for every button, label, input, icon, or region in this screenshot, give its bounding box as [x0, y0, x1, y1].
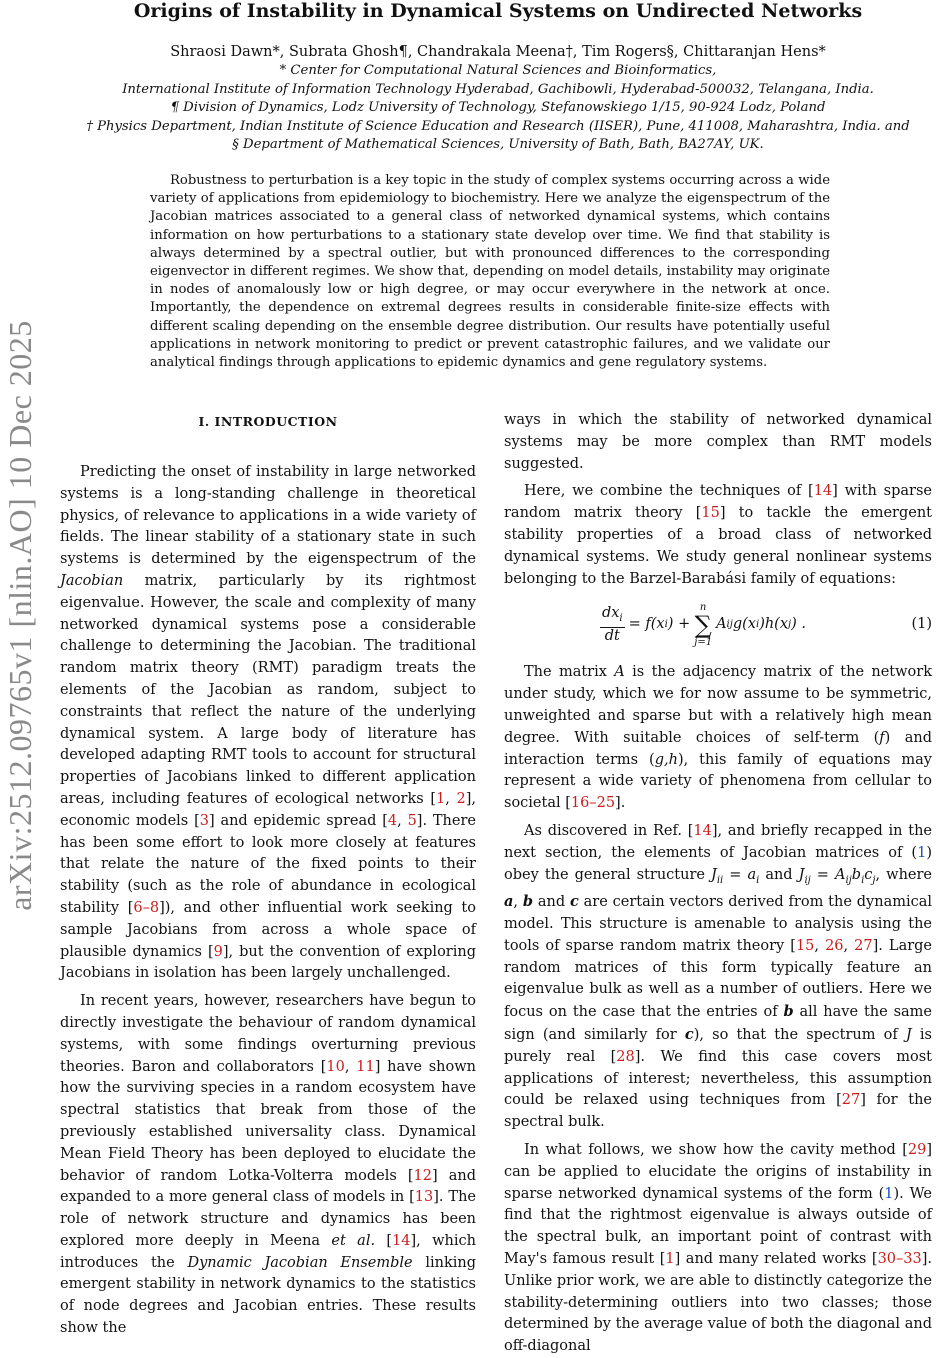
affiliation-line: § Department of Mathematical Sciences, University of Bath, Bath, BA27AY, UK.: [232, 137, 764, 152]
author-list: Shraosi Dawn*, Subrata Ghosh¶, Chandrakala Meena†, Tim Rogers§, Chittaranjan Hens*: [170, 44, 826, 60]
body-paragraph: Predicting the onset of instability in large networked systems is a long-standing challenge in theoretical physics, of relevance to applications in a wide variety of fields. The linear stability of a stationary state in such systems is determined by the eigenspectrum of the Jacobian matrix, particularly by its rightmost eigenvalue. However, the scale and complexity of many networked dynamical systems pose a considerable challenge to determining the Jacobian. The traditional random matrix theory (RMT) paradigm treats the elements of the Jacobian as random, subject to constraints that reflect the nature of the underlying dynamical system. A large body of literature has developed adapting RMT tools to account for structural properties of Jacobians linked to different application areas, including features of ecological networks [1, 2], economic models [3] and epidemic spread [4, 5]. There has been some effort to look more closely at features that relate the nature of the fixed points to their stability (such as the role of abundance in ecological stability [6–8]), and other influential work seeking to sample Jacobians from across a whole space of plausible dynamics [9], but the convention of exploring Jacobians in isolation has been largely unchallenged.: [60, 464, 476, 982]
left-column: [60, 412, 476, 1340]
body-paragraph: ways in which the stability of networked dynamical systems may be more complex than RMT models suggested.: [504, 412, 932, 472]
citation-link[interactable]: 14: [813, 483, 833, 500]
affiliation-line: ¶ Division of Dynamics, Lodz University of Technology, Stefanowskiego 1/15, 90-924 Lodz, Poland: [170, 100, 826, 115]
citation-link[interactable]: 10: [326, 1058, 345, 1075]
citation-link[interactable]: 27: [854, 937, 873, 954]
citation-link[interactable]: 16–25: [570, 795, 616, 812]
citation-link[interactable]: 6–8: [133, 899, 160, 916]
affiliation-line: International Institute of Information Technology Hyderabad, Gachibowli, Hyderabad-500032, Telangana, India.: [122, 81, 874, 97]
citation-link[interactable]: 11: [356, 1058, 375, 1075]
right-column: [504, 410, 932, 1358]
summation-symbol: n ∑ j=1: [694, 602, 713, 649]
body-paragraph: In recent years, however, researchers have begun to directly investigate the behaviour of random dynamical systems, with some findings overturning previous theories. Baron and collaborators [10, 11] have shown how the surviving species in a random ecosystem have spectral statistics that break from those of the previously established universality class. Dynamical Mean Field Theory has been deployed to elucidate the behavior of random Lotka-Volterra models [12] and expanded to a more general class of models in [13]. The role of network structure and dynamics has been explored more deeply in Meena et al. [14], which introduces the Dynamic Jacobian Ensemble linking emergent stability in network dynamics to the statistics of node degrees and Jacobian entries. These results show the: [60, 993, 476, 1337]
equation-ref-link[interactable]: 1: [884, 1185, 894, 1202]
affiliation-line: † Physics Department, Indian Institute of Science Education and Research (IISER), Pune, 411008, Maharashtra, India. and: [86, 118, 910, 134]
citation-link[interactable]: 15: [701, 505, 720, 522]
body-paragraph: As discovered in Ref. [14], and briefly recapped in the next section, the elements of Jacobian matrices of (1) obey the general structure $J_{ii} = a_i$ and $J_{ij} = A_{ij}b_ic_j$, where a, b and c are certain vectors derived from the dynamical model. This structure is amenable to analysis using the tools of sparse random matrix theory [15, 26, 27]. Large random matrices of this form typically feature an eigenvalue bulk as well as a number of outliers. Here we focus on the case that the entries of b all have the same sign (and similarly for c), so that the spectrum of J is purely real [28]. We find this case covers most applications of interest; nevertheless, this assumption could be relaxed using techniques from [27] for the spectral bulk.: [504, 822, 933, 1131]
affiliations: [60, 62, 936, 155]
arxiv-identifier-stamp: [0, 285, 40, 945]
citation-link[interactable]: 5: [407, 812, 417, 829]
citation-link[interactable]: 26: [825, 937, 844, 954]
citation-link[interactable]: 14: [392, 1232, 411, 1249]
citation-link[interactable]: 9: [213, 943, 223, 960]
body-paragraph: In what follows, we show how the cavity method [29] can be applied to elucidate the origins of instability in sparse networked dynamical systems of the form (1). We find that the rightmost eigenvalue is always outside of the spectral bulk, an important point of contrast with May's famous result [1] and many related works [30–33]. Unlike prior work, we are able to distinctly categorize the stability-determining outliers into two classes; those determined by the average value of both the diagonal and off-diagonal: [504, 1142, 932, 1355]
citation-link[interactable]: 1: [435, 790, 446, 807]
derivative-fraction: $\frac{dx_i}{dt}$: [601, 605, 623, 645]
equation-ref-link[interactable]: 1: [917, 844, 927, 861]
citation-link[interactable]: 28: [616, 1048, 635, 1065]
citation-link[interactable]: 3: [199, 812, 209, 829]
affiliation-line: * Center for Computational Natural Sciences and Bioinformatics,: [279, 63, 717, 78]
body-paragraph: The matrix A is the adjacency matrix of the network under study, which we for now assume to be symmetric, unweighted and sparse but with a relatively high mean degree. With suitable choices of self-term (f) and interaction terms (g,h), this family of equations may represent a wide variety of phenomena from cellular to societal [16–25].: [504, 664, 932, 812]
citation-link[interactable]: 29: [907, 1142, 927, 1158]
citation-link[interactable]: 12: [413, 1167, 432, 1184]
citation-link[interactable]: 30–33: [877, 1250, 922, 1267]
citation-link[interactable]: 1: [665, 1250, 675, 1267]
arxiv-id-text: arXiv:2512.09765v1 [nlin.AO] 10 Dec 2025: [1, 319, 38, 911]
citation-link[interactable]: 27: [841, 1092, 861, 1109]
citation-link[interactable]: 13: [414, 1189, 434, 1206]
section-heading-introduction: I. INTRODUCTION: [198, 414, 338, 429]
citation-link[interactable]: 4: [387, 812, 398, 829]
citation-link[interactable]: 15: [795, 937, 815, 954]
citation-link[interactable]: 2: [456, 790, 466, 807]
equation-body: $\frac{dx_i}{dt}$ = f(x i ) + n ∑ j=1 A ij g(x i )h(x j ) .: [601, 602, 807, 649]
citation-link[interactable]: 14: [693, 822, 712, 839]
equation-1: [504, 594, 932, 656]
equation-number: (1): [911, 616, 932, 633]
body-paragraph: Here, we combine the techniques of [14] with sparse random matrix theory [15] to tackle the emergent stability properties of a broad class of networked dynamical systems. We study general nonlinear systems belonging to the Barzel-Barabási family of equations:: [504, 483, 932, 587]
abstract: Robustness to perturbation is a key topic in the study of complex systems occurring across a wide variety of applications from epidemiology to biochemistry. Here we analyze the eigenspectrum of the Jacobian matrices associated to a general class of networked dynamical systems, which contains information on how perturbations to a stationary state develop over time. We find that stability is always determined by a spectral outlier, but with pronounced differences to the corresponding eigenvector in different regimes. We show that, depending on model details, instability may originate in nodes of anomalously low or high degree, or may occur everywhere in the network at once. Importantly, the dependence on extremal degrees results in considerable finite-size effects with different scaling depending on the ensemble degree distribution. Our results have potentially useful applications in network monitoring to predict or prevent catastrophic failures, and we validate our analytical findings through applications to epidemic dynamics and gene regulatory systems.: [150, 173, 830, 371]
paper-title: Origins of Instability in Dynamical Systems on Undirected Networks: [133, 0, 863, 22]
